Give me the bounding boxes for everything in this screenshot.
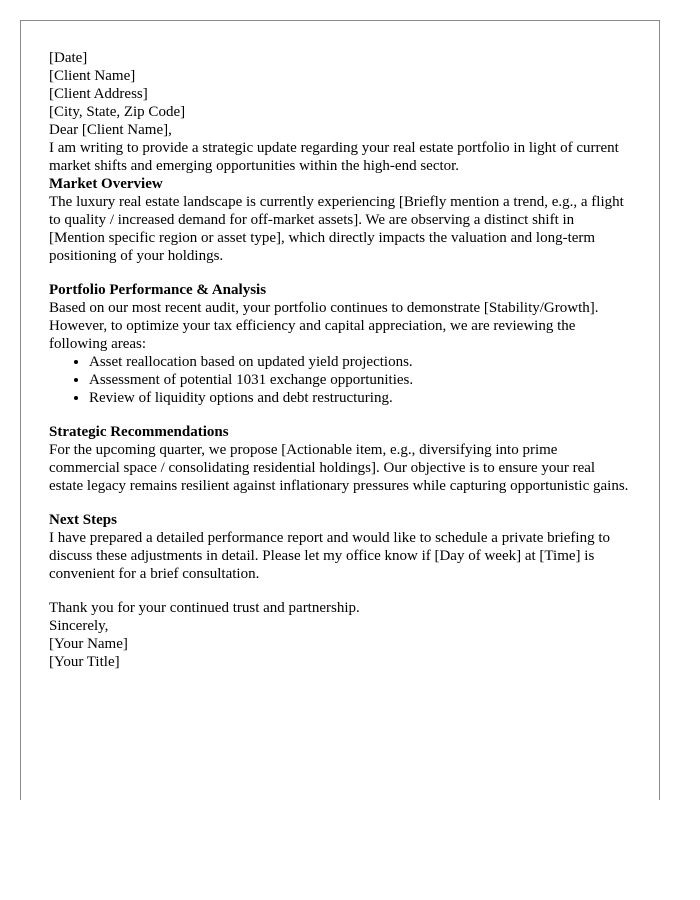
letter-date: [Date] — [49, 50, 88, 66]
section-heading: Market Overview — [49, 176, 163, 192]
section-strategic-recommendations — [49, 423, 631, 495]
salutation: Dear [Client Name], — [49, 122, 172, 138]
section-body: Based on our most recent audit, your portfolio continues to demonstrate [Stability/Growth]. However, to optimize your tax efficiency and capital appreciation, we are reviewing the following areas: — [49, 300, 599, 352]
recipient-block — [49, 67, 631, 121]
section-body: For the upcoming quarter, we propose [Actionable item, e.g., diversifying into prime commercial space / consolidating residential holdings]. Our objective is to ensure your real estate legacy remains resilient against inflationary pressures while capturing opportunistic gains. — [49, 442, 629, 494]
signer-name: [Your Name] — [49, 636, 128, 652]
list-item: • Asset reallocation based on updated yield projections. — [89, 353, 631, 371]
letter-page — [20, 20, 660, 800]
recipient-city: [City, State, Zip Code] — [49, 104, 186, 120]
section-market-overview — [49, 175, 631, 265]
review-areas-list — [49, 353, 631, 407]
list-item: • Assessment of potential 1031 exchange opportunities. — [89, 371, 631, 389]
intro-paragraph: I am writing to provide a strategic update regarding your real estate portfolio in light of current market shifts and emerging opportunities within the high-end sector. — [49, 140, 619, 174]
thanks-paragraph: Thank you for your continued trust and partnership. — [49, 600, 360, 616]
section-body: I have prepared a detailed performance report and would like to schedule a private briefing to discuss these adjustments in detail. Please let my office know if [Day of week] at [Time] is convenient for a brief consultation. — [49, 530, 611, 582]
section-heading: Next Steps — [49, 512, 117, 528]
signature-block — [49, 635, 631, 671]
section-heading: Strategic Recommendations — [49, 424, 229, 440]
closing: Sincerely, — [49, 618, 109, 634]
section-portfolio-performance — [49, 281, 631, 407]
section-body: The luxury real estate landscape is currently experiencing [Briefly mention a trend, e.g., a flight to quality / increased demand for off-market assets]. We are observing a distinct shift in [Mention specific region or asset type], which directly impacts the valuation and long-term positioning of your holdings. — [49, 194, 624, 264]
section-next-steps — [49, 511, 631, 583]
section-heading: Portfolio Performance & Analysis — [49, 282, 267, 298]
list-item: • Review of liquidity options and debt restructuring. — [89, 389, 631, 407]
recipient-address: [Client Address] — [49, 86, 148, 102]
signer-title: [Your Title] — [49, 654, 120, 670]
recipient-name: [Client Name] — [49, 68, 136, 84]
